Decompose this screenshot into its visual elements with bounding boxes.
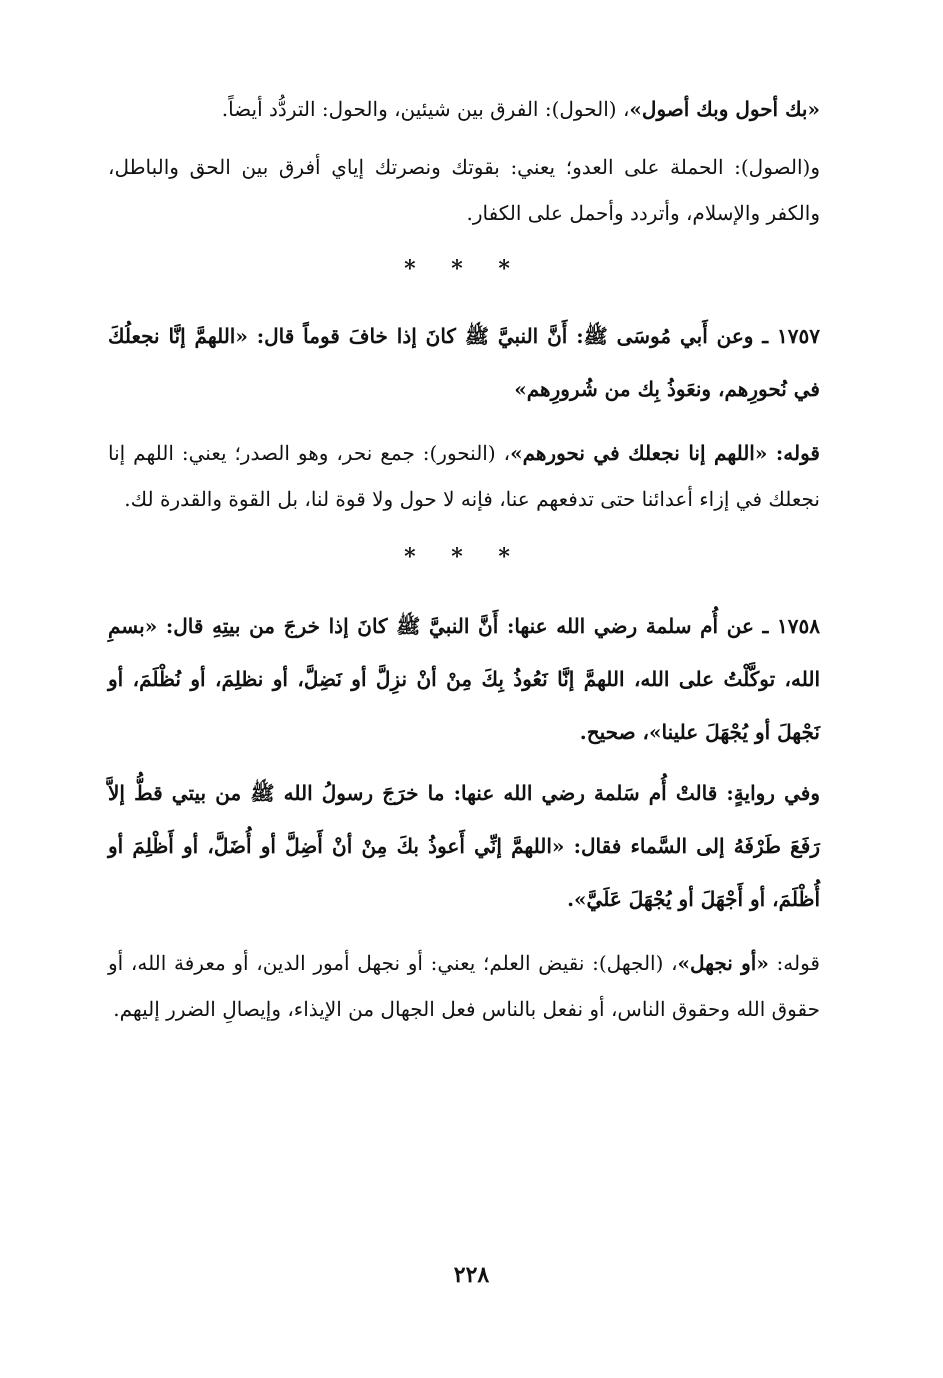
hadith-quote: «بك أحول وبك أصول» xyxy=(629,97,820,121)
hadith-1757: ١٧٥٧ ـ وعن أَبي مُوسَى ﷺ: أَنَّ النبيَّ ﷺ كانَ إذا خافَ قوماً قال: «اللهمَّ إنَّا نجعلُكَ في نُحورِهم، ونعَوذُ بِك من شُرورِهم» xyxy=(108,324,820,401)
commentary-text: ، (النحور): جمع نحر، وهو الصدر؛ يعني: اللهم إنا نجعلك في إزاء أعدائنا حتى تدفعهم عنا، فإنه لا حول ولا قوة لنا، بل القوة والقدرة لك. xyxy=(108,441,820,511)
spacer xyxy=(108,926,820,940)
page-body xyxy=(108,82,820,1032)
spacer xyxy=(108,136,820,144)
section-separator: * * * xyxy=(404,544,524,570)
commentary-lead: قوله: «اللهم إنا نجعلك في نحورهم» xyxy=(510,441,820,465)
commentary-lead: قوله: xyxy=(768,951,820,975)
hadith-1758: ١٧٥٨ ـ عن أُم سلمة رضي الله عنها: أَنَّ النبيَّ ﷺ كانَ إذا خرجَ من بيتِهِ قال: «بسمِ الله، توكَّلْتُ على الله، اللهمَّ إنَّا نَعُوذُ بِكَ مِنْ أنْ نزِلَّ أو نَضِلَّ، أو نظلِمَ، أو نُظْلَمَ، أو نَجْهلَ أو يُجْهَلَ علينا»، صحيح. xyxy=(108,614,821,744)
spacer xyxy=(108,759,820,767)
hadith-1758-riwaya: وفي روايةٍ: قالتْ أُم سَلمة رضي الله عنها: ما خرَجَ رسولُ الله ﷺ من بيتي قطُّ إلاَّ رَفَعَ طَرْفَهُ إلى السَّماء فقال: «اللهمَّ إنِّي أَعوذُ بكَ مِنْ أنْ أَضِلَّ أو أُضَلَّ، أو أَظْلِمَ أو أُظْلَمَ، أو أَجْهَلَ أو يُجْهَلَ عَلَيَّ». xyxy=(108,781,820,911)
commentary-text: ، (الجهل): نقيض العلم؛ يعني: أو نجهل أمور الدين، أو معرفة الله، أو حقوق الله وحقوق الناس، أو نفعل بالناس فعل الجهال من الإيذاء، وإيصالِ الضرر إليهم. xyxy=(108,951,820,1021)
paragraph-1 xyxy=(108,82,820,136)
commentary-text: ، (الحول): الفرق بين شيئين، والحول: التردُّد أيضاً. xyxy=(221,97,630,121)
spacer xyxy=(108,416,820,430)
page-number: ٢٢٨ xyxy=(453,1262,490,1288)
section-separator: * * * xyxy=(404,256,524,282)
commentary-quote: «أو نجهل» xyxy=(677,951,769,975)
commentary-1757 xyxy=(108,430,820,522)
commentary-1758 xyxy=(108,940,820,1032)
paragraph-2: و(الصول): الحملة على العدو؛ يعني: بقوتك ونصرتك إياي أفرق بين الحق والباطل، والكفر والإسلام، وأتردد وأحمل على الكفار. xyxy=(108,155,820,225)
